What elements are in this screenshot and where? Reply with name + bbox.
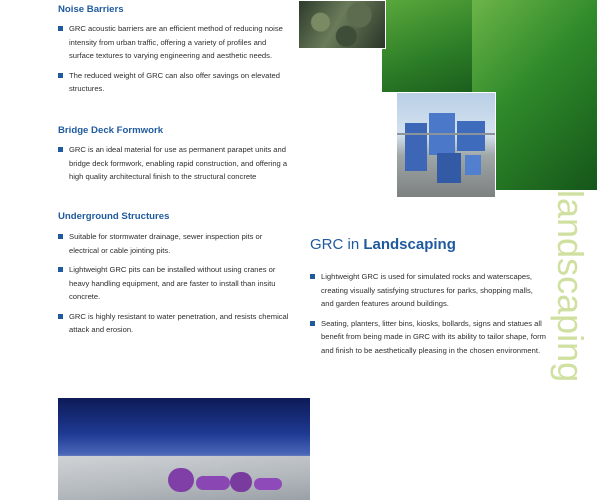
list-item: GRC acoustic barriers are an efficient method of reducing noise intensity from urban traffic, offering a variety of profiles and surface textures to varying engineering and aesthetic needs. xyxy=(58,22,286,63)
noise-barriers-list xyxy=(58,22,286,102)
landscaping-title: GRC in Landscaping xyxy=(310,236,456,253)
noise-barrier-photo xyxy=(58,398,310,500)
bullet-square-icon xyxy=(58,314,63,319)
green-block-middle xyxy=(382,0,472,92)
bridge-deck-heading: Bridge Deck Formwork xyxy=(58,125,164,136)
planters-photo xyxy=(396,92,496,198)
vertical-landscaping-word: landscaping xyxy=(550,190,591,383)
underground-structures-list xyxy=(58,230,294,343)
list-item: Lightweight GRC pits can be installed without using cranes or heavy handling equipment, and are faster to install than insitu concrete. xyxy=(58,263,294,304)
list-item: The reduced weight of GRC can also offer savings on elevated structures. xyxy=(58,69,286,96)
waterscape-photo xyxy=(298,0,386,49)
landscaping-list xyxy=(310,270,546,363)
bullet-square-icon xyxy=(58,234,63,239)
list-item: Seating, planters, litter bins, kiosks, bollards, signs and statues all benefit from being made in GRC with its ability to tailor shape, form and finish to be aesthetically pleasing in the chosen environment. xyxy=(310,317,546,358)
bullet-square-icon xyxy=(58,267,63,272)
bullet-square-icon xyxy=(310,274,315,279)
list-item: Suitable for stormwater drainage, sewer inspection pits or electrical or cable jointing pits. xyxy=(58,230,294,257)
list-item: GRC is an ideal material for use as permanent parapet units and bridge deck formwork, enabling rapid construction, and offering a high quality architectural finish to the structural concrete xyxy=(58,143,290,184)
list-item: GRC is highly resistant to water penetration, and resists chemical attack and erosion. xyxy=(58,310,294,337)
bridge-deck-list xyxy=(58,143,290,190)
noise-barriers-heading: Noise Barriers xyxy=(58,4,124,15)
bullet-square-icon xyxy=(58,26,63,31)
bullet-square-icon xyxy=(310,321,315,326)
list-item: Lightweight GRC is used for simulated rocks and waterscapes, creating visually satisfying structures for parks, shopping malls, and garden features around buildings. xyxy=(310,270,546,311)
bullet-square-icon xyxy=(58,147,63,152)
underground-structures-heading: Underground Structures xyxy=(58,211,170,222)
bullet-square-icon xyxy=(58,73,63,78)
